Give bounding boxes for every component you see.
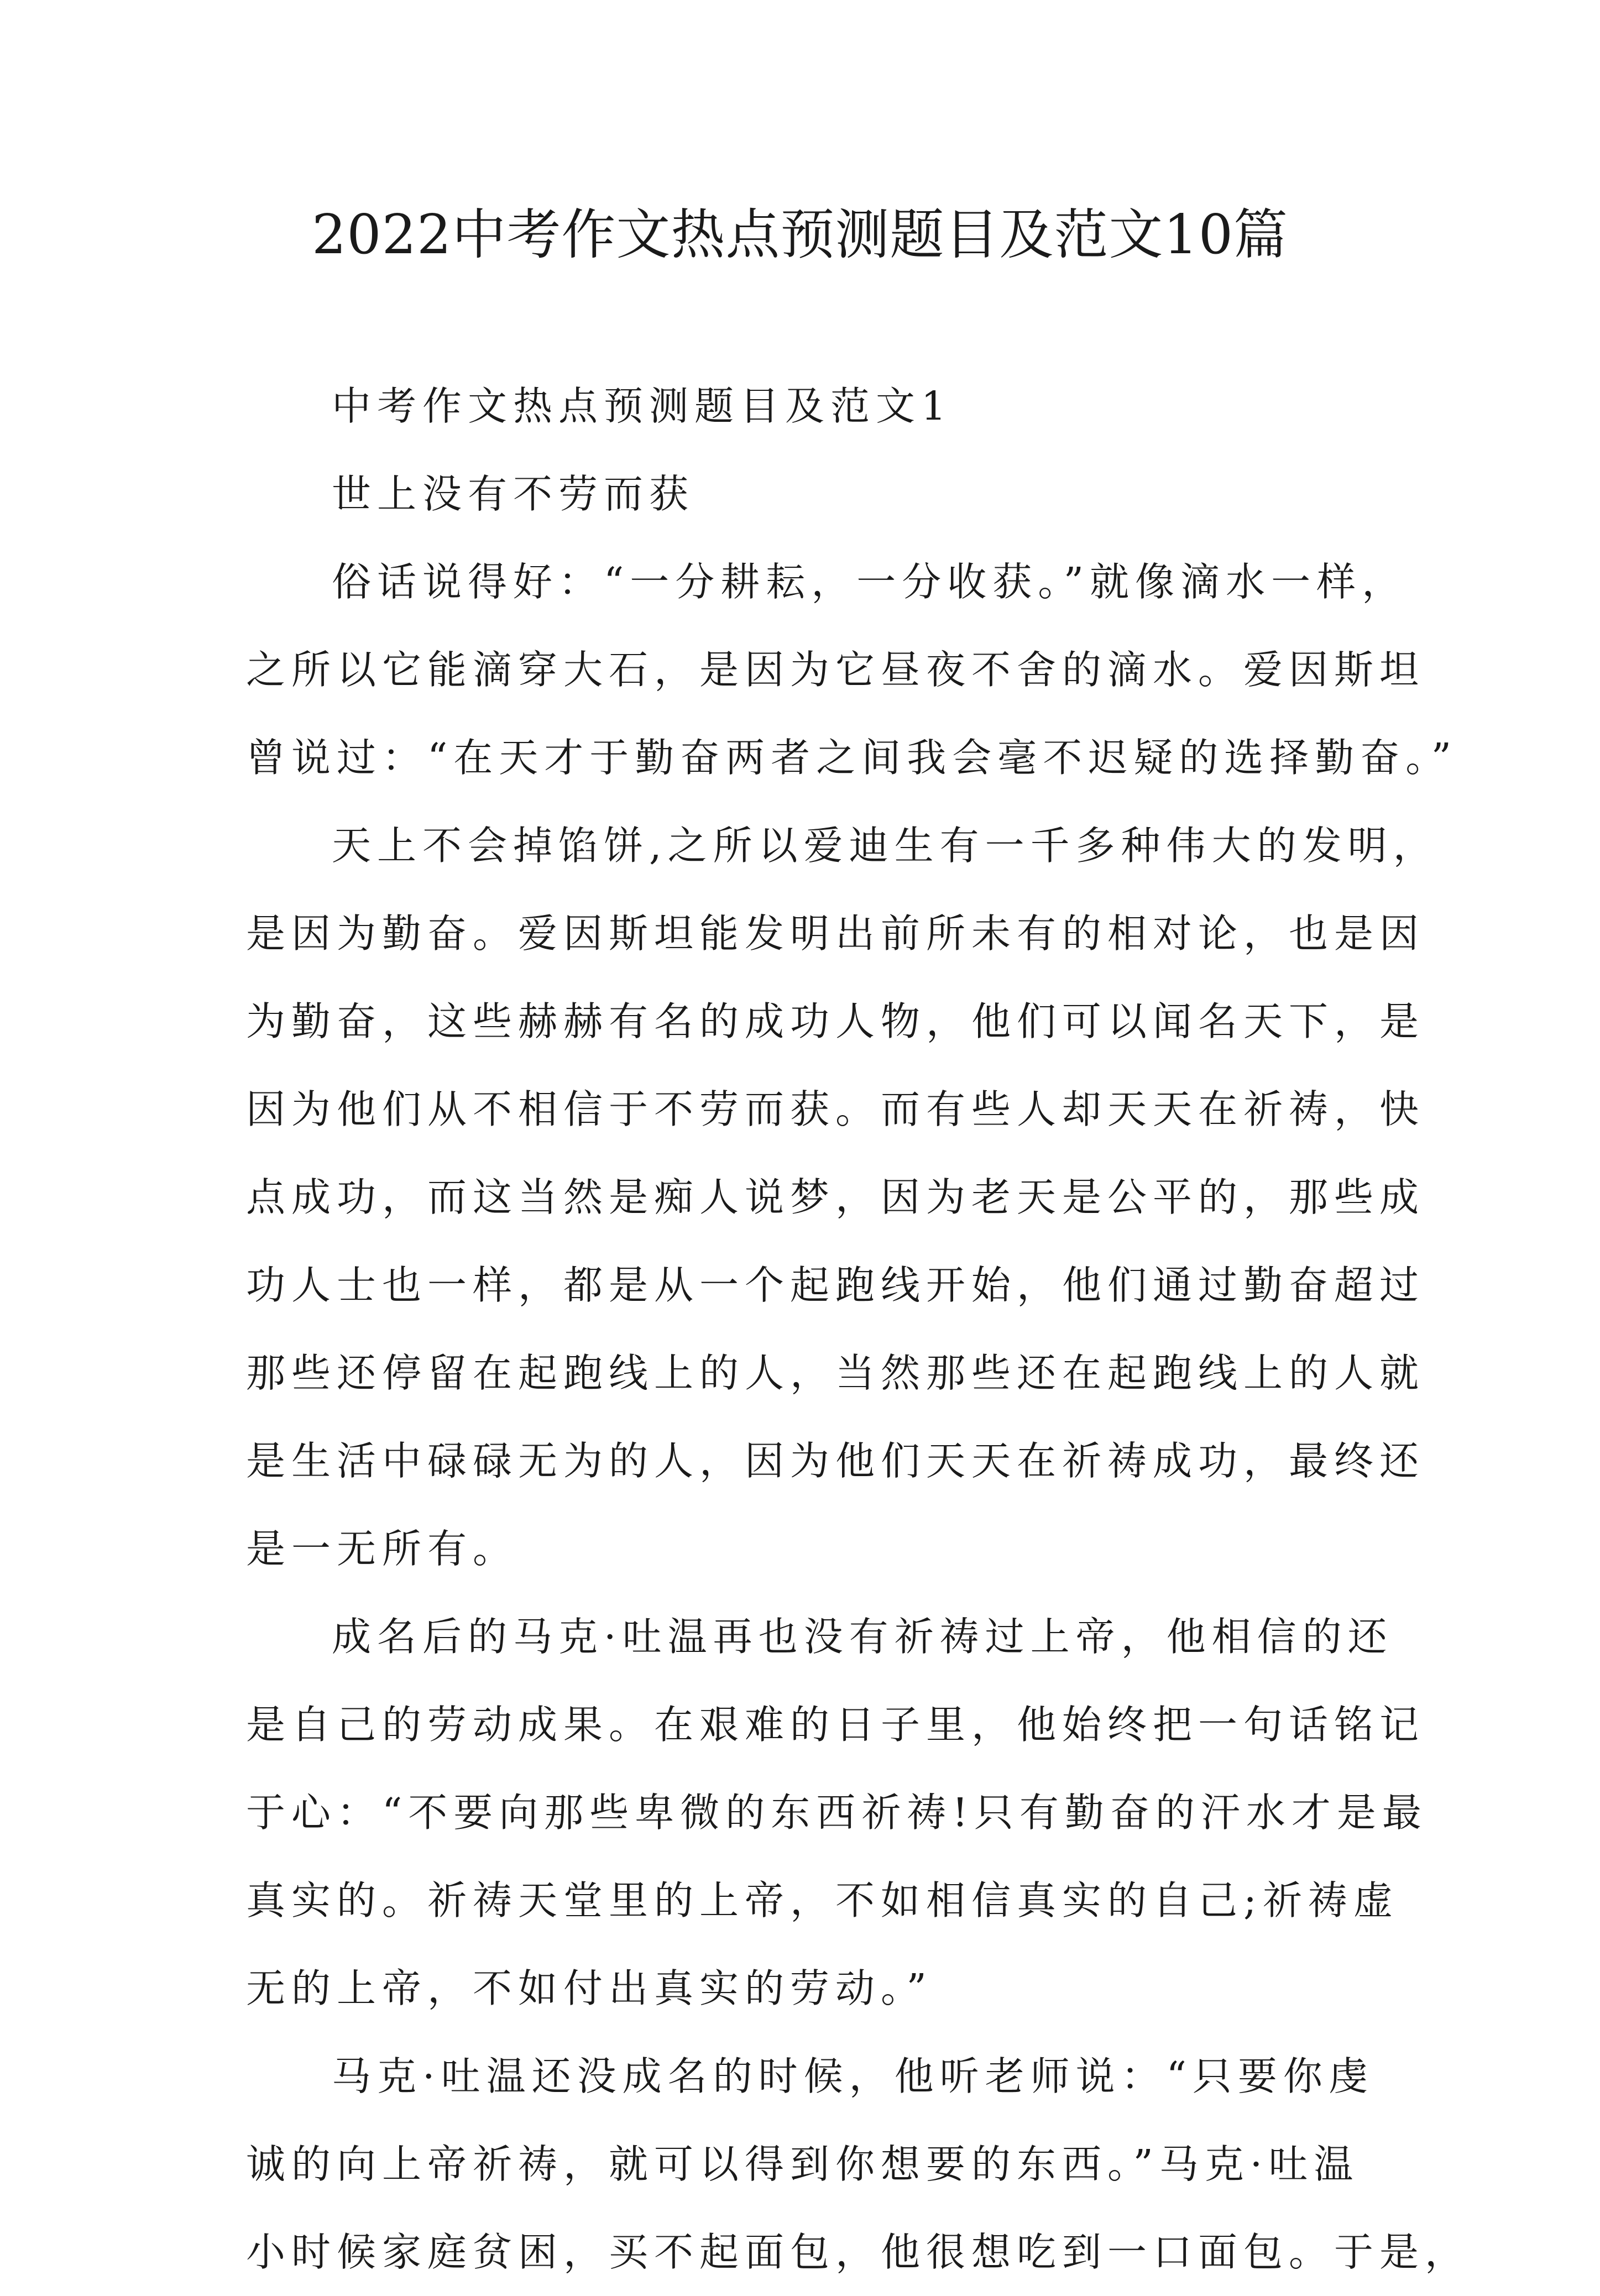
text-line: 中考作文热点预测题目及范文1 <box>332 383 953 429</box>
text-line: 是一无所有。 <box>246 1526 519 1572</box>
text-line: 功人士也一样，都是从一个起跑线开始，他们通过勤奋超过 <box>246 1262 1425 1308</box>
document-body <box>246 362 1471 2296</box>
text-line: 于心：“不要向那些卑微的东西祈祷!只有勤奋的汗水才是最 <box>246 1790 1428 1835</box>
text-line: 点成功，而这当然是痴人说梦，因为老天是公平的，那些成 <box>246 1174 1425 1220</box>
text-line: 俗话说得好：“一分耕耘，一分收获。”就像滴水一样， <box>332 559 1408 605</box>
text-line: 天上不会掉馅饼,之所以爱迪生有一千多种伟大的发明， <box>332 823 1439 869</box>
document-title: 2022中考作文热点预测题目及范文10篇 <box>311 203 1289 266</box>
text-line: 小时候家庭贫困，买不起面包，他很想吃到一口面包。于是， <box>246 2229 1471 2275</box>
text-line: 是因为勤奋。爱因斯坦能发明出前所未有的相对论，也是因 <box>246 911 1425 956</box>
text-line: 是自己的劳动成果。在艰难的日子里，他始终把一句话铭记 <box>246 1702 1425 1748</box>
text-line: 世上没有不劳而获 <box>332 471 695 517</box>
text-line: 真实的。祈祷天堂里的上帝，不如相信真实的自己;祈祷虚 <box>246 1877 1399 1923</box>
text-line: 诚的向上帝祈祷，就可以得到你想要的东西。”马克·吐温 <box>246 2141 1360 2187</box>
text-line: 是生活中碌碌无为的人，因为他们天天在祈祷成功，最终还 <box>246 1438 1425 1484</box>
text-line: 为勤奋，这些赫赫有名的成功人物，他们可以闻名天下，是 <box>246 998 1425 1044</box>
text-line: 无的上帝，不如付出真实的劳动。” <box>246 1965 933 2011</box>
text-line: 之所以它能滴穿大石，是因为它昼夜不舍的滴水。爱因斯坦 <box>246 647 1425 693</box>
text-line: 因为他们从不相信于不劳而获。而有些人却天天在祈祷，快 <box>246 1086 1425 1132</box>
text-line: 那些还停留在起跑线上的人，当然那些还在起跑线上的人就 <box>246 1350 1425 1396</box>
text-line: 曾说过：“在天才于勤奋两者之间我会毫不迟疑的选择勤奋。” <box>246 735 1458 781</box>
text-line: 马克·吐温还没成名的时候，他听老师说：“只要你虔 <box>332 2053 1374 2099</box>
text-line: 成名后的马克·吐温再也没有祈祷过上帝，他相信的还 <box>332 1614 1393 1660</box>
